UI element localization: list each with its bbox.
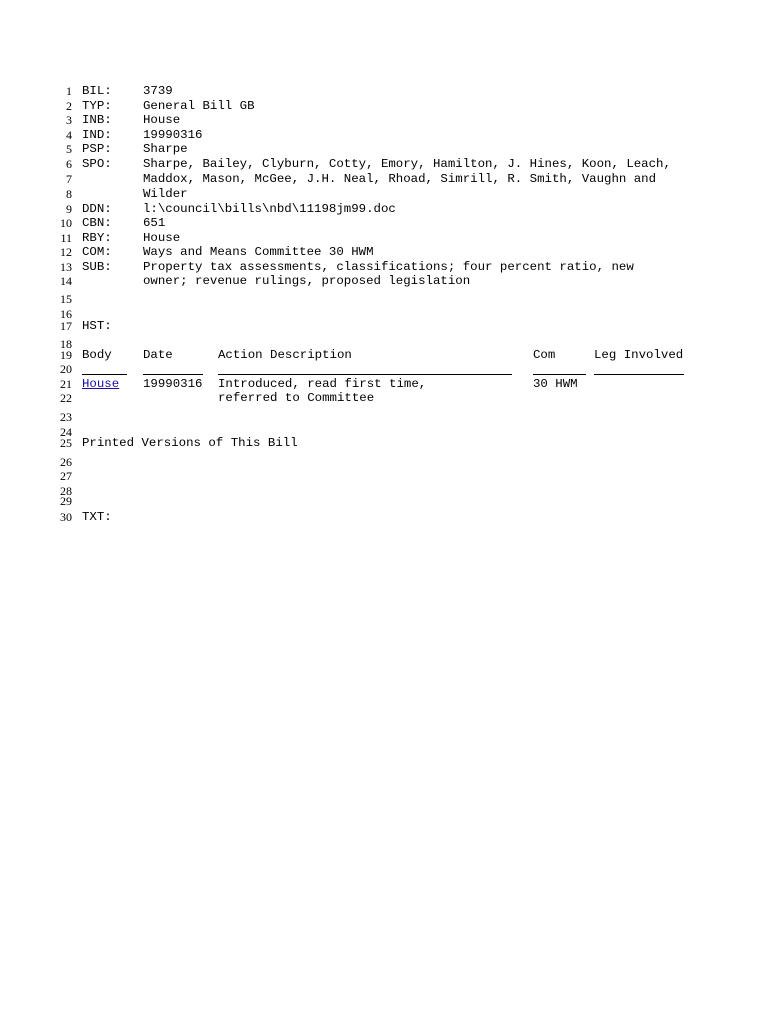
bil-value: 3739 [143,84,173,98]
cbn-value: 651 [143,216,166,230]
ddn-value: l:\council\bills\nbd\11198jm99.doc [143,202,396,216]
history-action-line: referred to Committee [218,391,375,405]
typ-value: General Bill GB [143,99,255,113]
history-header-com: Com [533,348,556,362]
line-number: 30 [60,510,72,524]
line-number: 4 [66,128,72,142]
line-number: 5 [66,142,72,156]
history-com: 30 HWM [533,377,578,391]
history-header-body: Body [82,348,112,362]
line-number: 18 [60,337,72,351]
cbn-label: CBN: [82,216,112,230]
ddn-label: DDN: [82,202,112,216]
line-number: 23 [60,410,72,424]
com-value: Ways and Means Committee 30 HWM [143,245,374,259]
line-number: 16 [60,307,72,321]
history-date: 19990316 [143,377,203,391]
header-rule [533,374,586,375]
history-header-action: Action Description [218,348,352,362]
line-number: 1 [66,84,72,98]
line-number: 7 [66,172,72,186]
history-header-leg: Leg Involved [594,348,684,362]
line-number: 17 [60,319,72,333]
line-number: 11 [60,231,72,245]
line-number: 26 [60,455,72,469]
header-rule [143,374,203,375]
line-number: 25 [60,436,72,450]
line-number: 14 [60,274,72,288]
printed-versions-heading: Printed Versions of This Bill [82,436,298,450]
line-number: 12 [60,245,72,259]
bil-label: BIL: [82,84,112,98]
rby-value: House [143,231,181,245]
sub-label: SUB: [82,260,112,274]
spo-line: Maddox, Mason, McGee, J.H. Neal, Rhoad, Simrill, R. Smith, Vaughn and [143,172,657,186]
spo-line: Wilder [143,187,188,201]
inb-label: INB: [82,113,112,127]
line-number: 8 [66,187,72,201]
line-number: 21 [60,377,72,391]
txt-label: TXT: [82,510,112,524]
line-number: 3 [66,113,72,127]
header-rule [594,374,684,375]
line-number: 6 [66,157,72,171]
typ-label: TYP: [82,99,112,113]
inb-value: House [143,113,181,127]
line-number: 22 [60,391,72,405]
line-number: 28 [60,484,72,498]
spo-label: SPO: [82,157,112,171]
line-number: 24 [60,425,72,439]
ind-label: IND: [82,128,112,142]
spo-line: Sharpe, Bailey, Clyburn, Cotty, Emory, Hamilton, J. Hines, Koon, Leach, [143,157,671,171]
sub-line: owner; revenue rulings, proposed legislation [143,274,471,288]
line-number: 10 [60,216,72,230]
psp-value: Sharpe [143,142,188,156]
ind-value: 19990316 [143,128,203,142]
sub-line: Property tax assessments, classifications; four percent ratio, new [143,260,634,274]
line-number: 13 [60,260,72,274]
line-number: 20 [60,362,72,376]
history-body-link[interactable]: House [82,377,120,391]
history-action-line: Introduced, read first time, [218,377,427,391]
rby-label: RBY: [82,231,112,245]
line-number: 9 [66,202,72,216]
line-number: 27 [60,469,72,483]
header-rule [82,374,127,375]
history-header-date: Date [143,348,173,362]
line-number: 19 [60,348,72,362]
hst-label: HST: [82,319,112,333]
psp-label: PSP: [82,142,112,156]
line-number: 29 [60,494,72,508]
com-label: COM: [82,245,112,259]
line-number: 15 [60,292,72,306]
header-rule [218,374,512,375]
line-number: 2 [66,99,72,113]
